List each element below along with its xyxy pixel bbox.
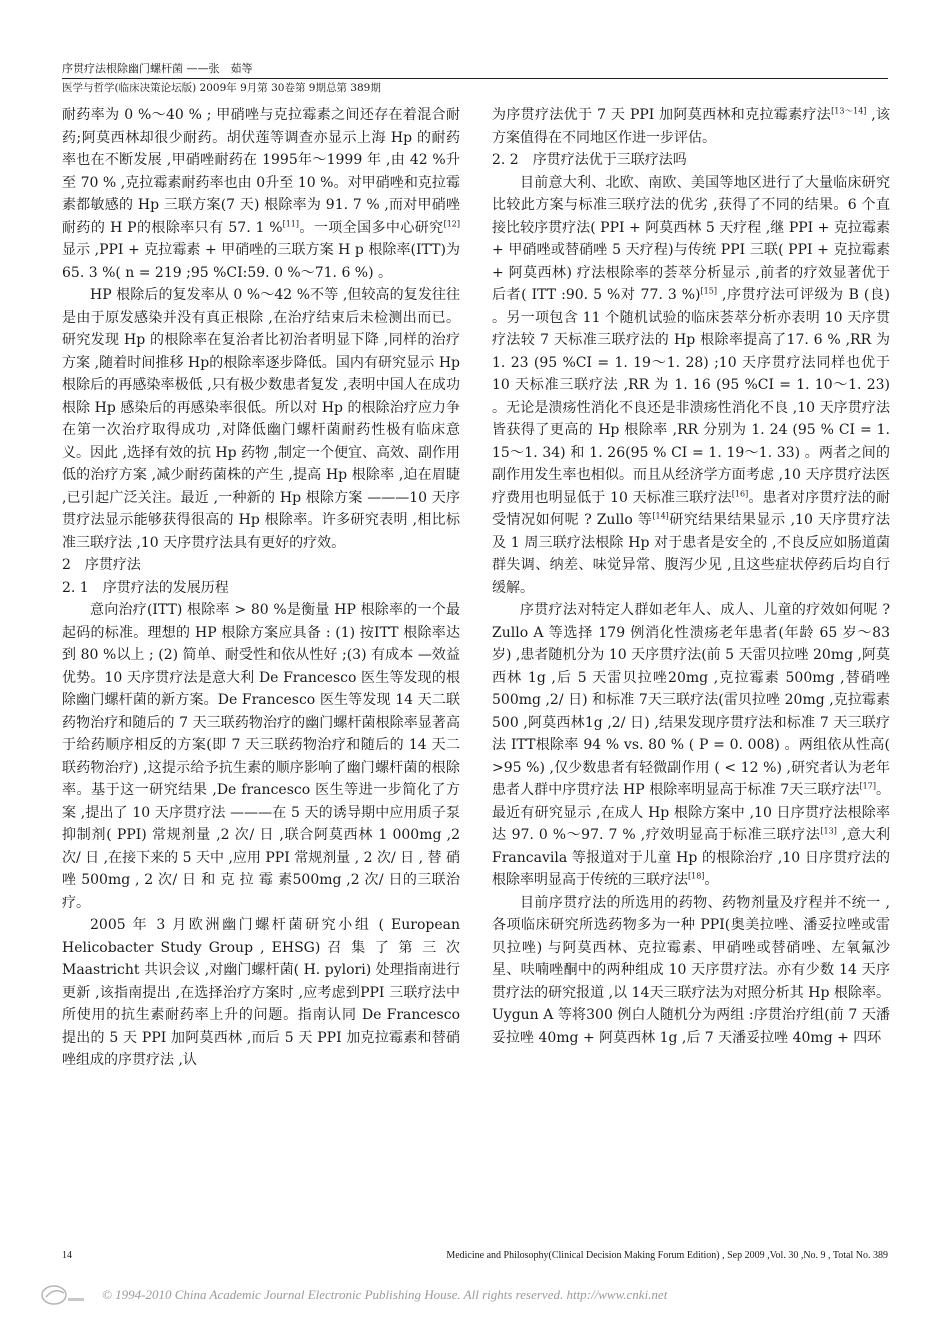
text-run: HP 根除后的复发率从 0 %～42 %不等 ,但较高的复发往往是由于原发感染并没有真正根除 ,在治疗结束后未检测出而已。研究发现 Hp 的根除率在复治者比初治者明显下降 ,同样的治疗方案 ,随着时间推移 Hp的根除率逐步降低。国内有研究显示 Hp 根除后的再感染率极低 ,只有极少数患者复发 ,表明中国人在成功根除 Hp 感染后的再感染率很低。所以对 Hp 的根除治疗应力争在第一次治疗取得成功 ,对降低幽门螺杆菌耐药性极有临床意义。因此 ,选择有效的抗 Hp 药物 ,制定一个便宜、高效、副作用低的治疗方案 ,减少耐药菌株的产生 ,提高 Hp 根除率 ,迫在眉睫 ,已引起广泛关注。最近 ,一种新的 Hp 根除方案 ———10 天序贯疗法显示能够获得很高的 Hp 根除率。许多研究表明 ,相比标准三联疗法 ,10 天序贯疗法具有更好的疗效。 (62, 287, 460, 551)
header-rule (62, 78, 888, 79)
text-run: 。一项全国多中心研究 (299, 219, 444, 236)
body-paragraph (492, 892, 890, 1050)
body-paragraph (492, 599, 890, 892)
text-run: 为序贯疗法优于 7 天 PPI 加阿莫西林和克拉霉素疗法 (492, 107, 832, 123)
text-run: 目前序贯疗法的所选用的药物、药物剂量及疗程并不统一 ,各项临床研究所选药物多为一种 PPI(奥美拉唑、潘妥拉唑或雷贝拉唑) 与阿莫西林、克拉霉素、甲硝唑或替硝唑、左氧氟沙星、呋喃唑酮中的两种组成 10 天序贯疗法。亦有少数 14 天序贯疗法的研究报道 ,以 14天三联疗法为对照分析其 Hp 根除率。Uygun A 等将300 例白人随机分为两组 :序贯治疗组(前 7 天潘妥拉唑 40mg + 阿莫西林 1g ,后 7 天潘妥拉唑 40mg + 四环 (492, 894, 890, 1046)
text-run: 意向治疗(ITT) 根除率 > 80 %是衡量 HP 根除率的一个最起码的标准。理想的 HP 根除方案应具备 : (1) 按ITT 根除率达到 80 %以上 ; (2) 简单、耐受性和依从性好 ;(3) 有成本 —效益优势。10 天序贯疗法是意大利 De Francesco 医生等发现的根除幽门螺杆菌的新方案。De Francesco 医生等发现 14 天二联药物治疗和随后的 7 天三联药物治疗的幽门螺杆菌根除率显著高于给药顺序相反的方案(即 7 天三联药物治疗和随后的 14 天二联药物治疗) ,这提示给予抗生素的顺序影响了幽门螺杆菌的根除率。基于这一研究结果 ,De francesco 医生等进一步简化了方案 ,提出了 10 天序贯疗法 ———在 5 天的诱导期中应用质子泵抑制剂( PPI) 常规剂量 ,2 次/ 日 ,联合阿莫西林 1 000mg ,2 次/ 日 ,在接下来的 5 天中 ,应用 PPI 常规剂量 , 2 次/ 日 , 替 硝 唑 500mg , 2 次/ 日 和 克 拉 霉 素500mg ,2 次/ 日的三联治疗。 (62, 602, 460, 911)
citation-ref: [12] (443, 218, 461, 228)
text-run: 2 序贯疗法 (62, 557, 141, 573)
text-run: 。患者对序贯疗法的耐受情况如何呢 ? Zullo 等 (492, 489, 891, 528)
left-column (62, 104, 460, 1072)
citation-ref: [17] (859, 781, 876, 791)
text-run: 目前意大利、北欧、南欧、美国等地区进行了大量临床研究比较此方案与标准三联疗法的优劣 ,获得了不同的结果。6 个直接比较序贯疗法( PPI + 阿莫西林 5 天疗程 ,继 PPI + 克拉霉素 + 甲硝唑或替硝唑 5 天疗程)与传统 PPI 三联( PPI + 克拉霉素 + 阿莫西林) 疗法根除率的荟萃分析显示 ,前者的疗效显著优于后者( ITT :90. 5 %对 77. 3 %) (492, 174, 890, 303)
cnki-logo-icon (40, 1284, 86, 1306)
header-title: 序贯疗法根除幽门螺杆菌 ——张 茹等 (62, 62, 253, 75)
text-run: 。最近有研究显示 ,在成人 Hp 根除方案中 ,10 日序贯疗法根除率达 97. 0 %～97. 7 % ,疗效明显高于标准三联疗法 (492, 782, 890, 843)
citation-ref: [16] (731, 488, 749, 498)
citation-ref: [15] (700, 286, 717, 296)
section-heading (62, 554, 460, 577)
running-header (62, 62, 888, 95)
text-run: 序贯疗法对特定人群如老年人、成人、儿童的疗效如何呢 ? Zullo A 等选择 179 例消化性溃疡老年患者(年龄 65 岁～83 岁) ,患者随机分为 10 天序贯疗法(前 5 天雷贝拉唑 20mg ,阿莫西林 1g ,后 5 天雷贝拉唑20mg ,克拉霉素 500mg ,替硝唑 500mg ,2/ 日) 和标准 7天三联疗法(雷贝拉唑 20mg ,克拉霉素 500 ,阿莫西林1g ,2/ 日) ,结果发现序贯疗法和标准 7 天三联疗法 ITT根除率 94 % vs. 80 % ( P = 0. 008) 。两组依从性高( >95 %) ,仅少数患者有轻微副作用 ( < 12 %) ,研究者认为老年患者人群中序贯疗法 HP 根除率明显高于标准 7天三联疗法 (492, 602, 890, 798)
text-run: 研究结果结果显示 ,10 天序贯疗法及 1 周三联疗法根除 Hp 对于患者是安全的 ,不良反应如肠道菌群失调、纳差、味觉异常、腹泻少见 ,且这些症状停药后均自行缓解。 (492, 512, 890, 596)
section-heading (492, 149, 890, 172)
right-column (492, 104, 890, 1049)
body-paragraph (62, 599, 460, 914)
text-run: 。 (704, 872, 719, 888)
body-paragraph (492, 172, 890, 600)
text-run: 2. 1 序贯疗法的发展历程 (62, 579, 229, 596)
copyright-bar (40, 1282, 920, 1308)
page-footer (62, 1250, 888, 1261)
body-paragraph (62, 914, 460, 1072)
footer-citation: Medicine and Philosophy(Clinical Decision Making Forum Edition) , Sep 2009 ,Vol. 30 ,No. 9 , Total No. 389 (446, 1250, 888, 1261)
text-run: 耐药率为 0 %～40 % ; 甲硝唑与克拉霉素之间还存在着混合耐药;阿莫西林却很少耐药。胡伏莲等调查亦显示上海 Hp 的耐药率也在不断发展 ,甲硝唑耐药在 1995年～1999 年 ,由 42 %升至 70 % ,克拉霉素耐药率也由 0升至 10 %。对甲硝唑和克拉霉素都敏感的 Hp 三联方案(7 天) 根除率为 91. 7 % ,而对甲硝唑耐药的 H P的根除率只有 57. 1 % (62, 107, 460, 236)
text-run: ,序贯疗法可评级为 B (良) 。另一项包含 11 个随机试验的临床荟萃分析亦表明 10 天序贯疗法较 7 天标准三联疗法的 Hp 根除率提高了17. 6 % ,RR 为 1. 23 (95 %CI = 1. 19～1. 28) ;10 天序贯疗法同样也优于 10 天标准三联疗法 ,RR 为 1. 16 (95 %CI = 1. 10～1. 23) 。无论是溃疡性消化不良还是非溃疡性消化不良 ,10 天序贯疗法皆获得了更高的 Hp 根除率 ,RR 分别为 1. 24 (95 % CI = 1. 15～1. 34) 和 1. 26(95 % CI = 1. 19～1. 33) 。两者之间的副作用发生率也相似。而且从经济学方面考虑 ,10 天序贯疗法医疗费用也明显低于 10 天标准三联疗法 (492, 287, 890, 506)
header-journal-line: 医学与哲学(临床决策论坛版) 2009年 9月第 30卷第 9期总第 389期 (62, 82, 381, 94)
citation-ref: [13] (820, 826, 837, 836)
text-run: ,该方案值得在不同地区作进一步评估。 (492, 107, 890, 146)
copyright-text: © 1994-2010 China Academic Journal Electronic Publishing House. All rights reserved. http://www.cnki.net (102, 1287, 668, 1302)
citation-ref: [14] (652, 511, 669, 521)
section-heading (62, 577, 460, 600)
citation-ref: [13～14] (831, 106, 867, 116)
page-number: 14 (62, 1250, 72, 1261)
continued-paragraph (62, 104, 460, 284)
body-paragraph (62, 284, 460, 554)
continued-paragraph (492, 104, 890, 149)
citation-ref: [18] (688, 871, 705, 881)
text-run: 2005 年 3 月欧洲幽门螺杆菌研究小组 ( European Helicobacter Study Group , EHSG) 召 集 了 第 三 次Maastricht 共识会议 ,对幽门螺杆菌( H. pylori) 处理指南进行更新 ,该指南提出 ,在选择治疗方案时 ,应考虑到PPI 三联疗法中所使用的抗生素耐药率上升的问题。指南认同 De Francesco 提出的 5 天 PPI 加阿莫西林 ,而后 5 天 PPI 加克拉霉素和替硝唑组成的序贯疗法 ,认 (62, 917, 460, 1068)
citation-ref: [11] (282, 218, 300, 228)
text-run: 显示 ,PPI + 克拉霉素 + 甲硝唑的三联方案 H p 根除率(ITT)为 65. 3 %( n = 219 ;95 %CI:59. 0 %～71. 6 %) 。 (62, 242, 460, 281)
text-run: 2. 2 序贯疗法优于三联疗法吗 (492, 152, 687, 168)
text-run: ,意大利 Francavila 等报道对于儿童 Hp 的根除治疗 ,10 日序贯疗法的根除率明显高于传统的三联疗法 (492, 827, 890, 888)
